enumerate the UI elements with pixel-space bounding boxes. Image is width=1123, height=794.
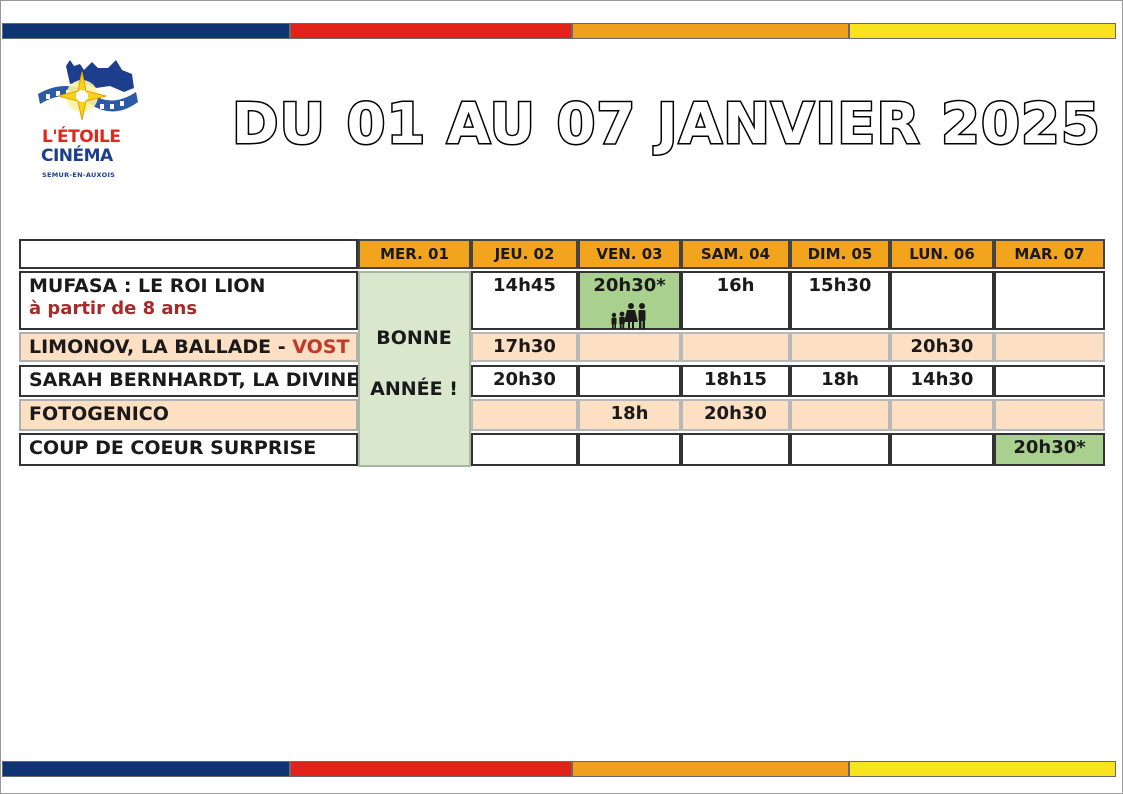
- showtime-cell: [681, 433, 790, 466]
- header-corner-cell: [19, 239, 358, 269]
- film-title: LIMONOV, LA BALLADE -: [29, 336, 293, 358]
- showtime-cell: 20h30: [681, 399, 790, 431]
- film-title: MUFASA : LE ROI LION: [29, 275, 266, 297]
- showtime-cell: [790, 433, 890, 466]
- showtime-cell: [471, 433, 578, 466]
- bottom-color-stripe: [2, 761, 1116, 777]
- film-title-cell: [19, 433, 358, 466]
- showtime-cell: 18h: [578, 399, 681, 431]
- day-header-lun: LUN. 06: [890, 239, 994, 269]
- showtime-cell: [890, 433, 994, 466]
- logo-text-cinema: CINÉMA: [41, 146, 113, 166]
- showtime-cell: [790, 399, 890, 431]
- showtime-cell: [471, 399, 578, 431]
- top-color-stripe: [2, 23, 1116, 39]
- showtime-cell-family: 20h30*: [578, 271, 681, 330]
- day-header-dim: DIM. 05: [790, 239, 890, 269]
- day-header-jeu: JEU. 02: [471, 239, 578, 269]
- film-title: FOTOGENICO: [29, 403, 169, 425]
- showtime-cell: [578, 332, 681, 362]
- vost-tag: VOST: [292, 336, 350, 358]
- showtime-cell: 17h30: [471, 332, 578, 362]
- film-title: COUP DE COEUR SURPRISE: [29, 437, 317, 459]
- showtime-cell: [994, 365, 1105, 397]
- showtime-cell: [578, 433, 681, 466]
- showtime-cell: 16h: [681, 271, 790, 330]
- film-title-cell: [19, 399, 358, 431]
- showtime-cell: [994, 332, 1105, 362]
- logo-text-etoile: L'ÉTOILE: [42, 127, 121, 147]
- film-title-cell: [19, 365, 358, 397]
- showtime-cell: 14h30: [890, 365, 994, 397]
- showtime-cell: 15h30: [790, 271, 890, 330]
- film-title-cell: [19, 271, 358, 330]
- film-age-note: à partir de 8 ans: [29, 298, 198, 319]
- day-header-mer: MER. 01: [358, 239, 471, 269]
- wednesday-closed-cell: [358, 271, 471, 467]
- showtime-cell: 18h: [790, 365, 890, 397]
- showtime-cell: 14h45: [471, 271, 578, 330]
- showtime-cell: [890, 271, 994, 330]
- showtime-cell: [578, 365, 681, 397]
- showtime-cell: [681, 332, 790, 362]
- day-header-ven: VEN. 03: [578, 239, 681, 269]
- day-header-mar: MAR. 07: [994, 239, 1105, 269]
- film-title-cell: [19, 332, 358, 362]
- logo-text-town: SEMUR-EN-AUXOIS: [42, 171, 116, 179]
- showtime-cell: 20h30: [471, 365, 578, 397]
- showtime-cell: 18h15: [681, 365, 790, 397]
- day-header-sam: SAM. 04: [681, 239, 790, 269]
- showtime-cell: [994, 271, 1105, 330]
- family-icon: [609, 302, 649, 330]
- film-strip-star-icon: [36, 58, 140, 138]
- showtime-cell: [790, 332, 890, 362]
- greeting-line-2: ANNÉE !: [370, 378, 458, 400]
- showtime-cell-highlight: 20h30*: [994, 433, 1105, 466]
- film-title: SARAH BERNHARDT, LA DIVINE: [29, 369, 360, 391]
- showtime-cell: 20h30: [890, 332, 994, 362]
- cinema-star-logo: [36, 58, 140, 186]
- page-title: DU 01 AU 07 JANVIER 2025: [232, 92, 1101, 157]
- greeting-line-1: BONNE: [376, 327, 452, 349]
- showtime-cell: [994, 399, 1105, 431]
- showtime-cell: [890, 399, 994, 431]
